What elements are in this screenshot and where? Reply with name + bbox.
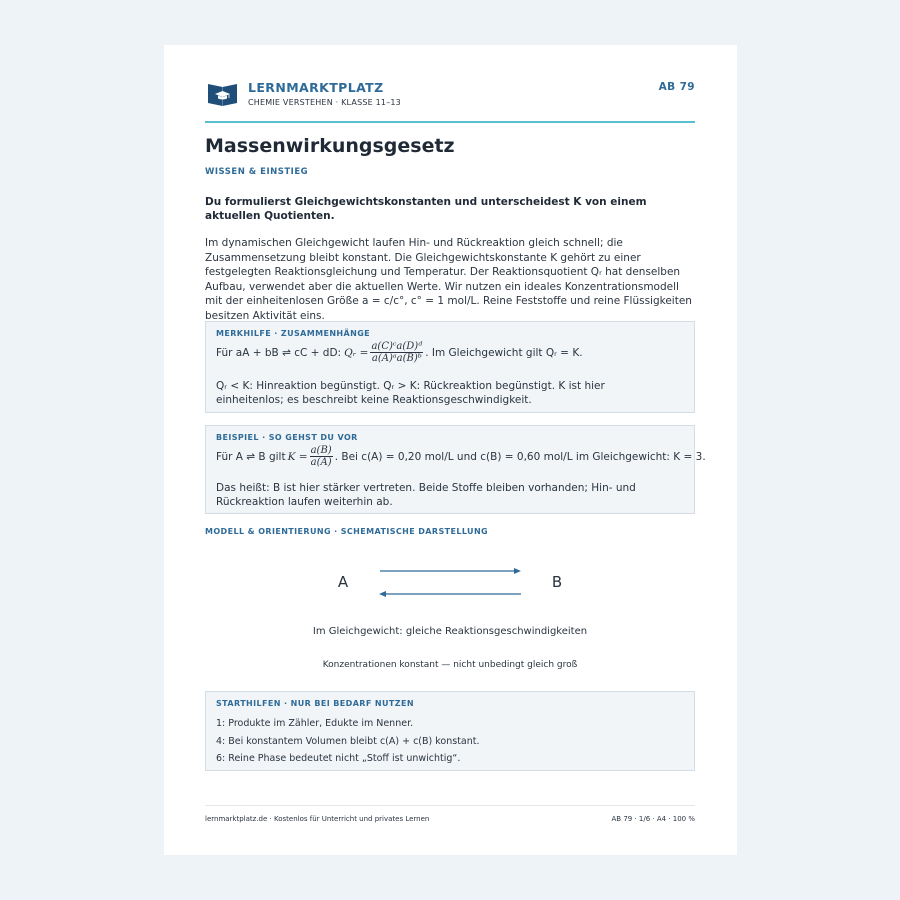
merkhilfe-label: MERKHILFE · ZUSAMMENHÄNGE xyxy=(216,329,371,338)
equilibrium-diagram xyxy=(205,555,695,635)
k-fraction xyxy=(310,445,333,469)
k-symbol: K = xyxy=(287,451,308,463)
forward-arrow xyxy=(380,568,521,574)
brand-name: LERNMARKTPLATZ xyxy=(248,80,384,95)
beispiel-text: Das heißt: B ist hier stärker vertreten. Beide Stoffe bleiben vorhanden; Hin- und Rückreaktion laufen weiterhin ab. xyxy=(216,482,636,508)
diagram-caption-concentrations: Konzentrationen konstant — nicht unbedingt gleich groß xyxy=(322,660,578,670)
book-cap-logo-icon xyxy=(207,82,238,106)
hint-item: 1: Produkte im Zähler, Edukte im Nenner. xyxy=(216,718,414,729)
formula-prefix: Für A ⇌ B gilt xyxy=(216,451,286,463)
footer-rule xyxy=(205,805,695,806)
hint-item: 6: Reine Phase bedeutet nicht „Stoff ist unwichtig“. xyxy=(216,753,461,764)
beispiel-box xyxy=(205,425,706,514)
hint-item: 4: Bei konstantem Volumen bleibt c(A) + c(B) konstant. xyxy=(216,736,480,747)
backward-arrow xyxy=(379,591,521,597)
page-title: Massenwirkungsgesetz xyxy=(205,135,455,157)
section-kicker: WISSEN & EINSTIEG xyxy=(205,167,309,177)
beispiel-label: BEISPIEL · SO GEHST DU VOR xyxy=(216,433,358,442)
sheet-id: AB 79 xyxy=(658,81,695,93)
footer-right: AB 79 · 1/6 · A4 · 100 % xyxy=(611,815,695,823)
diagram-caption-rates: Im Gleichgewicht: gleiche Reaktionsgeschwindigkeiten xyxy=(312,626,588,637)
beispiel-formula xyxy=(216,445,706,469)
starthilfen-box xyxy=(205,691,695,771)
formula-prefix: Für aA + bB ⇌ cC + dD: xyxy=(216,347,342,359)
fraction-numerator: a(B) xyxy=(310,445,332,456)
species-b-label: B xyxy=(551,573,563,591)
model-section-title: MODELL & ORIENTIERUNG · SCHEMATISCHE DARSTELLUNG xyxy=(205,527,489,536)
fraction-numerator: a(C)ᶜa(D)ᵈ xyxy=(371,341,423,352)
q-symbol: Qᵣ = xyxy=(344,347,369,359)
formula-suffix: . Bei c(A) = 0,20 mol/L und c(B) = 0,60 mol/L im Gleichgewicht: K = 3. xyxy=(334,451,706,463)
merkhilfe-box xyxy=(205,321,695,413)
brand-subtitle: CHEMIE VERSTEHEN · KLASSE 11–13 xyxy=(248,98,401,107)
fraction-denominator: a(A) xyxy=(310,457,332,468)
intro-paragraph: Im dynamischen Gleichgewicht laufen Hin- und Rückreaktion gleich schnell; die Zusammensetzung bleibt konstant. Die Gleichgewichtskonstante K gehört zu einer festgelegten Reaktionsgleichung und Temperatur. Der Reaktionsquotient Qᵣ hat denselben Aufbau, verwendet aber die aktuellen Werte. Wir nutzen ein ideales Konzentrationsmodell mit der einheitenlosen Größe a = c/c°, c° = 1 mol/L. Reine Feststoffe und reine Flüssigkeiten besitzen Aktivität eins. xyxy=(205,237,692,322)
starthilfen-label: STARTHILFEN · NUR BEI BEDARF NUTZEN xyxy=(216,699,414,708)
worksheet-page xyxy=(164,45,737,855)
footer-left: lernmarktplatz.de · Kostenlos für Unterricht und privates Lernen xyxy=(205,815,430,823)
merkhilfe-text: Qᵣ < K: Hinreaktion begünstigt. Qᵣ > K: Rückreaktion begünstigt. K ist hier einheitenlos; es beschreibt keine Reaktionsgeschwindigkeit. xyxy=(216,380,605,406)
formula-suffix: . Im Gleichgewicht gilt Qᵣ = K. xyxy=(425,347,583,359)
fraction-denominator: a(A)ᵃa(B)ᵇ xyxy=(371,353,422,364)
header-rule xyxy=(205,121,695,123)
lead-text: Du formulierst Gleichgewichtskonstanten und unterscheidest K von einem aktuellen Quotienten. xyxy=(205,196,647,222)
species-a-label: A xyxy=(337,573,349,591)
header xyxy=(205,80,695,122)
merkhilfe-formula xyxy=(216,341,583,365)
q-fraction xyxy=(370,341,423,365)
